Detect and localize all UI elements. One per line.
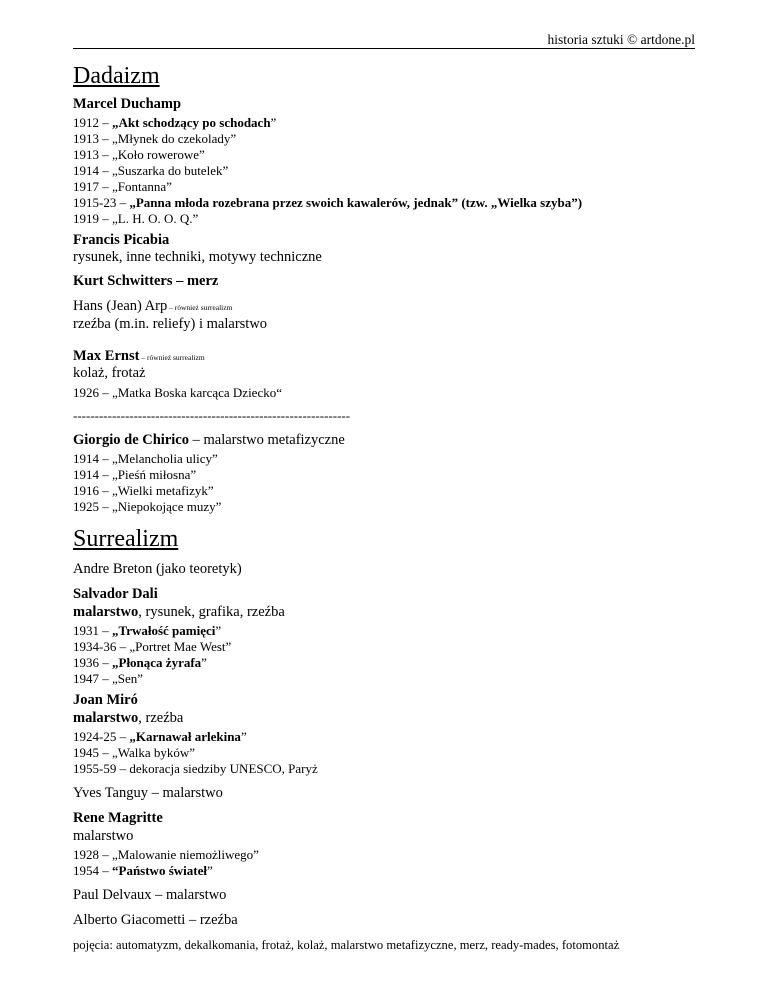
terms-line: pojęcia: automatyzm, dekalkomania, frotaż, kolaż, malarstwo metafizyczne, merz, ready-mades, fotomontaż (73, 938, 620, 952)
work-line: 1914 – „Pieśń miłosna” (73, 467, 197, 482)
artist-name-schwitters: Kurt Schwitters – merz (73, 273, 219, 289)
work-line: 1917 – „Fontanna” (73, 179, 172, 194)
artist-name-duchamp: Marcel Duchamp (73, 96, 182, 112)
work-title: “Państwo świateł (112, 863, 207, 878)
desc-bold: malarstwo (73, 604, 139, 620)
work-title: „Karnawał arlekina (129, 729, 241, 744)
artist-desc-magritte: malarstwo (73, 828, 134, 844)
work-title: „Płonąca żyrafa (112, 655, 202, 670)
header-rule (73, 48, 695, 49)
artist-name-picabia: Francis Picabia (73, 232, 170, 248)
artist-name-arp: Hans (Jean) Arp (73, 298, 168, 314)
work-line: 1928 – „Malowanie niemożliwego” (73, 847, 259, 862)
work-line (73, 623, 221, 638)
desc-rest: , rysunek, grafika, rzeźba (138, 604, 285, 620)
section-title-dadaizm: Dadaizm (73, 63, 160, 89)
breton-line: Andre Breton (jako teoretyk) (73, 561, 242, 577)
work-year: 1931 – (73, 623, 112, 638)
artist-line-arp (73, 299, 232, 315)
work-title: „Trwałość pamięci (112, 623, 216, 638)
work-suffix: ” (201, 655, 207, 670)
header-text: historia sztuki © artdone.pl (547, 32, 695, 47)
artist-desc-miro (73, 711, 183, 726)
artist-line-ernst (73, 349, 205, 365)
delvaux-line: Paul Delvaux – malarstwo (73, 887, 227, 903)
artist-name-dali: Salvador Dali (73, 586, 158, 602)
work-line: 1914 – „Melancholia ulicy” (73, 451, 218, 466)
work-suffix: ” (215, 623, 222, 638)
artist-line-chirico (73, 433, 345, 448)
separator-line: ---------------------------------------------------------------- (73, 408, 351, 423)
work-year: 1954 – (73, 863, 112, 878)
artist-name-miro: Joan Miró (73, 692, 138, 708)
desc-rest: , rzeźba (138, 710, 184, 726)
work-line (73, 729, 247, 744)
giacometti-line: Alberto Giacometti – rzeźba (73, 912, 238, 928)
work-line: 1926 – „Matka Boska karcąca Dziecko“ (73, 385, 282, 400)
work-line: 1916 – „Wielki metafizyk” (73, 483, 214, 498)
work-line: 1955-59 – dekoracja siedziby UNESCO, Paryż (73, 761, 318, 776)
section-title-surrealizm: Surrealizm (73, 526, 179, 552)
work-title: „Panna młoda rozebrana przez swoich kawalerów, jednak” (tzw. „Wielka szyba”) (129, 195, 583, 210)
tanguy-line: Yves Tanguy – malarstwo (73, 785, 223, 801)
artist-name-magritte: Rene Magritte (73, 810, 163, 826)
work-line: 1913 – „Młynek do czekolady” (73, 131, 237, 146)
work-year: 1915-23 – (73, 195, 130, 210)
work-suffix: ” (240, 729, 247, 744)
work-line (73, 115, 276, 130)
artist-desc-arp: rzeźba (m.in. reliefy) i malarstwo (73, 316, 268, 332)
artist-name-chirico: Giorgio de Chirico (73, 432, 189, 448)
artist-desc-dali (73, 605, 285, 620)
desc-bold: malarstwo (73, 710, 139, 726)
work-line: 1913 – „Koło rowerowe” (73, 147, 205, 162)
artist-note: – również surrealizm (139, 353, 205, 362)
artist-name-ernst: Max Ernst (73, 348, 140, 364)
work-line: 1947 – „Sen” (73, 671, 144, 686)
artist-desc: – malarstwo metafizyczne (189, 432, 345, 448)
work-year: 1936 – (73, 655, 112, 670)
work-line (73, 655, 207, 670)
work-line: 1934-36 – „Portret Mae West” (73, 639, 232, 654)
work-year: 1924-25 – (73, 729, 130, 744)
work-title: „Akt schodzący po schodach (112, 115, 271, 130)
work-suffix: ” (270, 115, 277, 130)
work-line (73, 195, 582, 210)
work-line: 1919 – „L. H. O. O. Q.” (73, 211, 199, 226)
artist-note: – również surrealizm (167, 303, 233, 312)
work-line: 1925 – „Niepokojące muzy” (73, 499, 222, 514)
artist-desc-ernst: kolaż, frotaż (73, 365, 146, 381)
work-line: 1914 – „Suszarka do butelek” (73, 163, 229, 178)
work-line: 1945 – „Walka byków” (73, 745, 196, 760)
work-year: 1912 – (73, 115, 112, 130)
artist-desc-picabia: rysunek, inne techniki, motywy techniczne (73, 249, 322, 265)
work-line (73, 863, 213, 878)
work-suffix: ” (206, 863, 213, 878)
